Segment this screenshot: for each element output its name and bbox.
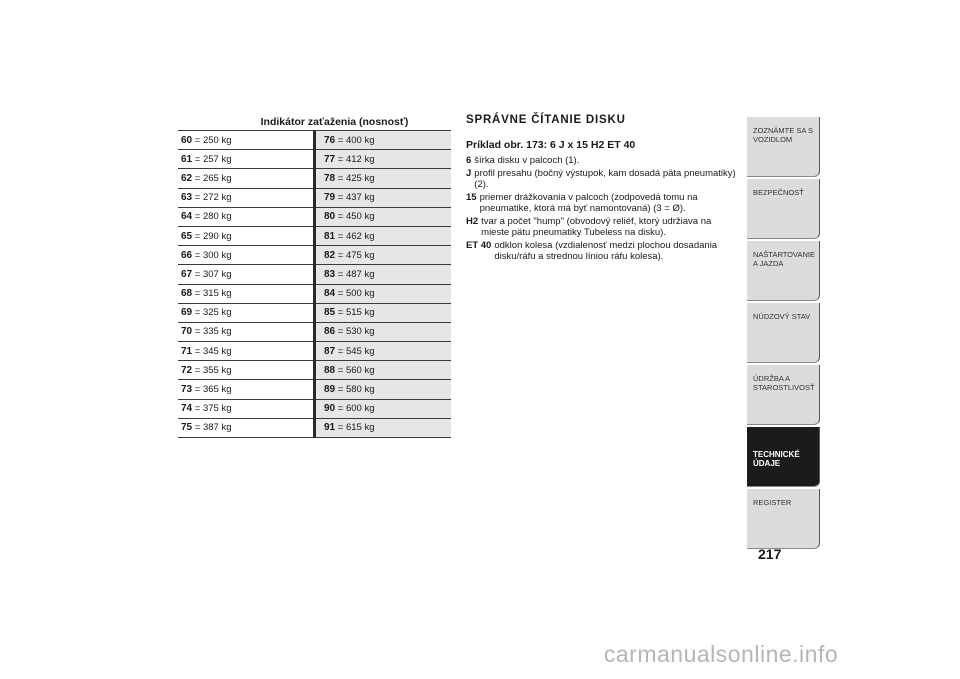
page-number: 217 bbox=[758, 546, 782, 562]
load-cell-left bbox=[178, 380, 313, 399]
load-value: = 325 kg bbox=[194, 307, 232, 319]
table-row bbox=[178, 284, 451, 303]
load-cell-right bbox=[316, 207, 451, 226]
definition-item bbox=[466, 168, 741, 190]
nav-tab[interactable]: TECHNICKÉ ÚDAJE bbox=[747, 427, 820, 487]
definition-key: H2 bbox=[466, 216, 479, 227]
load-index: 90 bbox=[324, 403, 336, 415]
load-table-title: Indikátor zaťaženia (nosnosť) bbox=[260, 116, 409, 128]
load-value: = 335 kg bbox=[194, 326, 232, 338]
table-row bbox=[178, 380, 451, 399]
load-index: 86 bbox=[324, 326, 336, 338]
load-value: = 272 kg bbox=[194, 192, 232, 204]
nav-tab[interactable]: NÚDZOVÝ STAV bbox=[747, 303, 820, 363]
load-cell-left bbox=[178, 150, 313, 169]
load-value: = 425 kg bbox=[337, 172, 375, 184]
definition-item bbox=[466, 240, 741, 262]
definition-key: 6 bbox=[466, 155, 472, 166]
definition-key: J bbox=[466, 168, 472, 179]
load-index: 70 bbox=[181, 326, 193, 338]
table-row bbox=[178, 207, 451, 226]
load-cell-left bbox=[178, 169, 313, 188]
load-index: 78 bbox=[324, 172, 336, 184]
load-index: 83 bbox=[324, 268, 336, 280]
definition-key: 15 bbox=[466, 192, 477, 203]
load-index: 72 bbox=[181, 364, 193, 376]
load-index: 91 bbox=[324, 422, 336, 434]
load-value: = 315 kg bbox=[194, 288, 232, 300]
table-row bbox=[178, 361, 451, 380]
load-cell-right bbox=[316, 399, 451, 418]
load-value: = 387 kg bbox=[194, 422, 232, 434]
definition-text: profil presahu (bočný výstupok, kam dosadá päta pneumatiky) (2). bbox=[474, 168, 736, 190]
table-row bbox=[178, 226, 451, 245]
load-cell-right bbox=[316, 150, 451, 169]
load-index: 77 bbox=[324, 153, 336, 165]
chapter-nav bbox=[747, 117, 820, 551]
load-index: 63 bbox=[181, 192, 193, 204]
load-cell-right bbox=[316, 226, 451, 245]
load-index: 85 bbox=[324, 307, 336, 319]
load-value: = 412 kg bbox=[337, 153, 375, 165]
load-index: 87 bbox=[324, 345, 336, 357]
load-value: = 290 kg bbox=[194, 230, 232, 242]
load-value: = 265 kg bbox=[194, 172, 232, 184]
load-index: 62 bbox=[181, 172, 193, 184]
load-index: 71 bbox=[181, 345, 193, 357]
load-index: 81 bbox=[324, 230, 336, 242]
load-value: = 560 kg bbox=[337, 364, 375, 376]
table-row bbox=[178, 322, 451, 341]
load-value: = 545 kg bbox=[337, 345, 375, 357]
load-value: = 300 kg bbox=[194, 249, 232, 261]
nav-tab[interactable]: ÚDRŽBA A STAROSTLIVOSŤ bbox=[747, 365, 820, 425]
load-index: 84 bbox=[324, 288, 336, 300]
load-cell-right bbox=[316, 265, 451, 284]
load-cell-left bbox=[178, 342, 313, 361]
load-cell-left bbox=[178, 322, 313, 341]
table-row bbox=[178, 131, 451, 150]
load-cell-right bbox=[316, 284, 451, 303]
load-cell-right bbox=[316, 342, 451, 361]
load-index: 61 bbox=[181, 153, 193, 165]
load-cell-left bbox=[178, 207, 313, 226]
load-value: = 345 kg bbox=[194, 345, 232, 357]
definition-item bbox=[466, 216, 741, 238]
load-index: 68 bbox=[181, 288, 193, 300]
nav-tab[interactable]: BEZPEČNOSŤ bbox=[747, 179, 820, 239]
table-row bbox=[178, 399, 451, 418]
load-cell-left bbox=[178, 188, 313, 207]
load-cell-right bbox=[316, 131, 451, 150]
watermark: carmanualsonline.info bbox=[603, 641, 839, 667]
table-row bbox=[178, 342, 451, 361]
nav-tab[interactable]: NAŠTARTOVANIE A JAZDA bbox=[747, 241, 820, 301]
load-cell-left bbox=[178, 246, 313, 265]
load-index-table bbox=[178, 130, 451, 438]
load-value: = 580 kg bbox=[337, 384, 375, 396]
load-index: 65 bbox=[181, 230, 193, 242]
load-index: 82 bbox=[324, 249, 336, 261]
load-cell-left bbox=[178, 226, 313, 245]
load-cell-left bbox=[178, 399, 313, 418]
definition-list bbox=[466, 155, 741, 262]
table-row bbox=[178, 418, 451, 437]
load-value: = 280 kg bbox=[194, 211, 232, 223]
load-index: 67 bbox=[181, 268, 193, 280]
definition-text: šírka disku v palcoch (1). bbox=[474, 155, 580, 166]
load-index: 60 bbox=[181, 134, 193, 146]
load-index: 89 bbox=[324, 384, 336, 396]
load-index: 66 bbox=[181, 249, 193, 261]
table-row bbox=[178, 150, 451, 169]
load-cell-right bbox=[316, 169, 451, 188]
definition-item bbox=[466, 155, 741, 166]
load-value: = 515 kg bbox=[337, 307, 375, 319]
load-value: = 250 kg bbox=[194, 134, 232, 146]
example-title: Príklad obr. 173: 6 J x 15 H2 ET 40 bbox=[466, 139, 636, 151]
definition-key: ET 40 bbox=[466, 240, 492, 251]
load-index: 73 bbox=[181, 384, 193, 396]
section-heading: SPRÁVNE ČÍTANIE DISKU bbox=[466, 114, 626, 126]
load-cell-right bbox=[316, 246, 451, 265]
load-index: 80 bbox=[324, 211, 336, 223]
load-cell-left bbox=[178, 131, 313, 150]
load-cell-left bbox=[178, 361, 313, 380]
load-index: 79 bbox=[324, 192, 336, 204]
load-cell-right bbox=[316, 322, 451, 341]
definition-text: priemer drážkovania v palcoch (zodpovedá tomu na pneumatike, ktorá má byť namontovaná) (3 = Ø). bbox=[479, 192, 698, 214]
load-value: = 615 kg bbox=[337, 422, 375, 434]
definition-text: tvar a počet "hump" (obvodový reliéf, ktorý udržiava na mieste pätu pneumatiky Tubeless na disku). bbox=[481, 216, 712, 238]
load-index: 74 bbox=[181, 403, 193, 415]
load-value: = 355 kg bbox=[194, 364, 232, 376]
load-value: = 450 kg bbox=[337, 211, 375, 223]
table-row bbox=[178, 246, 451, 265]
load-index: 75 bbox=[181, 422, 193, 434]
load-cell-right bbox=[316, 418, 451, 437]
definition-text: odklon kolesa (vzdialenosť medzi plochou dosadania disku/ráfu a strednou líniou ráfu kolesa). bbox=[494, 240, 718, 262]
load-value: = 500 kg bbox=[337, 288, 375, 300]
load-cell-right bbox=[316, 380, 451, 399]
load-index: 69 bbox=[181, 307, 193, 319]
table-row bbox=[178, 303, 451, 322]
table-row bbox=[178, 265, 451, 284]
load-cell-right bbox=[316, 361, 451, 380]
load-value: = 257 kg bbox=[194, 153, 232, 165]
load-cell-right bbox=[316, 188, 451, 207]
load-value: = 365 kg bbox=[194, 384, 232, 396]
load-value: = 530 kg bbox=[337, 326, 375, 338]
load-value: = 487 kg bbox=[337, 268, 375, 280]
load-cell-left bbox=[178, 418, 313, 437]
table-row bbox=[178, 188, 451, 207]
load-value: = 375 kg bbox=[194, 403, 232, 415]
definition-item bbox=[466, 192, 741, 214]
table-row bbox=[178, 169, 451, 188]
load-value: = 437 kg bbox=[337, 192, 375, 204]
load-value: = 400 kg bbox=[337, 134, 375, 146]
nav-tab[interactable]: ZOZNÁMTE SA S VOZIDLOM bbox=[747, 117, 820, 177]
load-cell-left bbox=[178, 265, 313, 284]
load-index: 88 bbox=[324, 364, 336, 376]
load-index-table-section bbox=[178, 115, 451, 438]
rim-reading-section bbox=[466, 115, 741, 264]
load-value: = 462 kg bbox=[337, 230, 375, 242]
load-value: = 600 kg bbox=[337, 403, 375, 415]
load-value: = 475 kg bbox=[337, 249, 375, 261]
load-value: = 307 kg bbox=[194, 268, 232, 280]
load-index: 76 bbox=[324, 134, 336, 146]
nav-tab[interactable]: REGISTER bbox=[747, 489, 820, 549]
load-cell-left bbox=[178, 284, 313, 303]
load-index: 64 bbox=[181, 211, 193, 223]
load-cell-left bbox=[178, 303, 313, 322]
load-cell-right bbox=[316, 303, 451, 322]
